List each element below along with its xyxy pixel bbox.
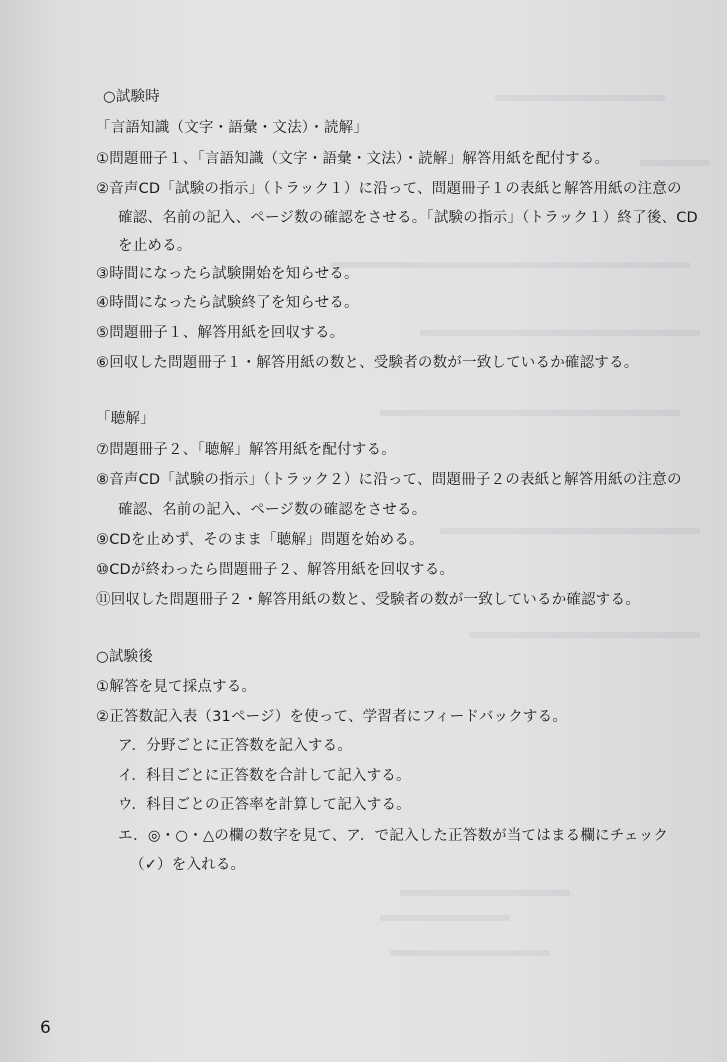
page-number: 6: [40, 1018, 51, 1038]
sub-instruction-item: エ．◎・○・△の欄の数字を見て、ア．で記入した正答数が当てはまる欄にチェック: [118, 828, 669, 844]
bleed-through-mark: [380, 915, 510, 921]
bleed-through-mark: [400, 890, 570, 896]
instruction-item-continued: 確認、名前の記入、ページ数の確認をさせる。「試験の指示」（トラック１）終了後、CD: [118, 210, 698, 226]
sub-instruction-item: イ．科目ごとに正答数を合計して記入する。: [118, 768, 411, 784]
after-exam-heading: ○試験後: [96, 649, 153, 665]
instruction-item: ①問題冊子１、「言語知識（文字・語彙・文法）・読解」解答用紙を配付する。: [96, 151, 610, 167]
instruction-item: ①解答を見て採点する。: [96, 679, 257, 695]
section-title-language-knowledge: 「言語知識（文字・語彙・文法）・読解」: [96, 120, 369, 136]
instruction-item: ⑩CDが終わったら問題冊子２、解答用紙を回収する。: [96, 562, 455, 578]
instruction-item: ⑨CDを止めず、そのまま「聴解」問題を始める。: [96, 532, 424, 548]
instruction-item: ④時間になったら試験終了を知らせる。: [96, 295, 359, 311]
during-exam-heading: ○試験時: [103, 89, 160, 105]
instruction-item: ②正答数記入表（31ページ）を使って、学習者にフィードバックする。: [96, 709, 568, 725]
bleed-through-mark: [640, 160, 710, 166]
instruction-item: ⑥回収した問題冊子１・解答用紙の数と、受験者の数が一致しているか確認する。: [96, 355, 639, 371]
bleed-through-mark: [390, 950, 550, 956]
bleed-through-mark: [330, 262, 690, 268]
sub-instruction-item: ア．分野ごとに正答数を記入する。: [118, 738, 353, 754]
bleed-through-mark: [420, 330, 700, 336]
instruction-item: ②音声CD「試験の指示」（トラック１）に沿って、問題冊子１の表紙と解答用紙の注意の: [96, 181, 682, 197]
instruction-item-continued: 確認、名前の記入、ページ数の確認をさせる。: [118, 502, 427, 518]
sub-instruction-item: ウ．科目ごとの正答率を計算して記入する。: [118, 797, 411, 813]
bleed-through-mark: [495, 95, 665, 101]
sub-instruction-item-continued: （✓）を入れる。: [130, 857, 246, 873]
instruction-item: ⑦問題冊子２、「聴解」解答用紙を配付する。: [96, 442, 396, 458]
instruction-item: ⑤問題冊子１、解答用紙を回収する。: [96, 325, 345, 341]
instruction-item: ⑧音声CD「試験の指示」（トラック２）に沿って、問題冊子２の表紙と解答用紙の注意の: [96, 472, 682, 488]
bleed-through-mark: [440, 528, 700, 534]
bleed-through-mark: [380, 410, 680, 416]
bleed-through-mark: [470, 632, 700, 638]
section-title-listening: 「聴解」: [96, 411, 155, 427]
instruction-item: ③時間になったら試験開始を知らせる。: [96, 266, 359, 282]
instruction-item: ⑪回収した問題冊子２・解答用紙の数と、受験者の数が一致しているか確認する。: [96, 592, 640, 608]
instruction-item-continued: を止める。: [118, 238, 192, 254]
